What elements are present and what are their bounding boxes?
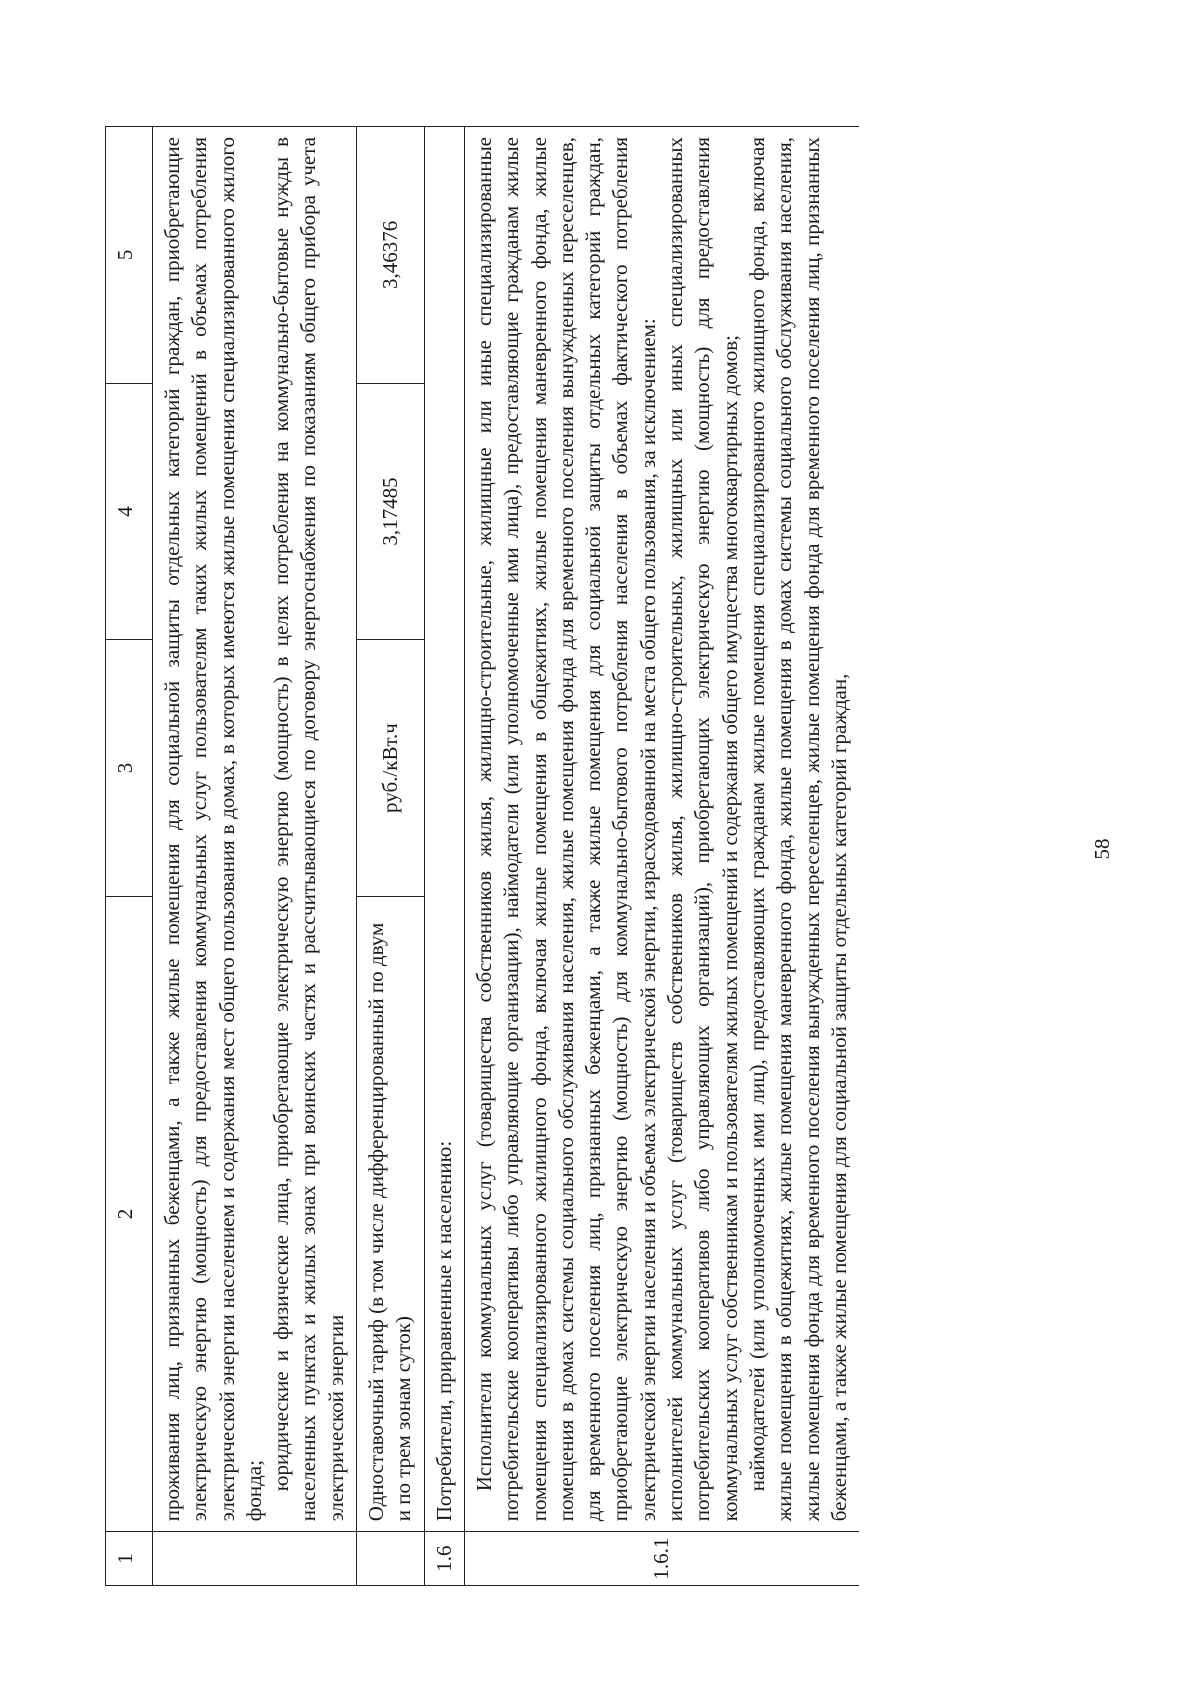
tariff-value-col4: 3,17485 [357, 383, 425, 640]
header-col-4: 4 [106, 383, 153, 640]
header-col-5: 5 [106, 127, 153, 384]
row-number-1-6: 1.6 [424, 1532, 464, 1586]
continuation-text-cell [153, 127, 357, 1532]
table-row-tariff [357, 127, 425, 1586]
row-1-6-label: Потребители, приравненные к населению: [424, 127, 464, 1532]
header-col-3: 3 [106, 640, 153, 897]
row-1-6-1-paragraph-1: Исполнители коммунальных услуг (товарищества собственников жилья, жилищно-строительные, жилищные или иные специализированные потребительские кооперативы либо управляющие организации), наймодатели (или уполномоченные ими лица), предоставляющие гражданам жилые помещения специализированного жилищного фонда, включая жилые помещения в общежитиях, жилые помещения маневренного фонда, жилые помещения в домах системы социального обслуживания населения, жилые помещения фонда для временного поселения вынужденных переселенцев, для временного поселения лиц, признанных беженцами, а также жилые помещения для социальной защиты отдельных категорий граждан, приобретающие электрическую энергию (мощность) для коммунально-бытового потребления населения в объемах фактического потребления электрической энергии населения и объемах электрической энергии, израсходованной на места общего пользования, за исключением: [471, 137, 660, 1522]
header-col-1: 1 [106, 1532, 153, 1586]
page-number: 58 [1090, 838, 1114, 860]
tariff-table [105, 126, 859, 1586]
row-1-6-1-text [464, 127, 859, 1532]
header-col-2: 2 [106, 896, 153, 1531]
continuation-paragraph-1: проживания лиц, признанных беженцами, а также жилые помещения для социальной защиты отдельных категорий граждан, приобретающие электрическую энергию (мощность) для предоставления коммунальных услуг пользователям таких жилых помещений в объемах потребления электрической энергии населением и содержания мест общего пользования в домах, в которых имеются жилые помещения специализированного жилого фонда; [160, 137, 266, 1522]
row-1-6-1-paragraph-2: исполнителей коммунальных услуг (товариществ собственников жилья, жилищно-строительных, жилищных или иных специализированных потребительских кооперативов либо управляющих организаций), приобретающих электрическую энергию (мощность) для предоставления коммунальных услуг собственникам и пользователям жилых помещений и содержания общего имущества многоквартирных домов; [663, 137, 742, 1522]
table-row-1-6-1 [464, 127, 859, 1586]
table-row-continuation [153, 127, 357, 1586]
continuation-paragraph-2: юридические и физические лица, приобретающие электрическую энергию (мощность) в целях потребления на коммунально-бытовые нужды в населенных пунктах и жилых зонах при воинских частях и рассчитывающиеся по договору энергоснабжения по показаниям общего прибора учета электрической энергии [269, 137, 348, 1522]
row-1-6-1-paragraph-3: наймодателей (или уполномоченных ими лиц), предоставляющих гражданам жилые помещения специализированного жилищного фонда, включая жилые помещения в общежитиях, жилые помещения маневренного фонда, жилые помещения в домах системы социального обслуживания населения, жилые помещения фонда для временного поселения вынужденных переселенцев, жилые помещения фонда для временного поселения лиц, признанных беженцами, а также жилые помещения для социальной защиты отдельных категорий граждан, [744, 137, 851, 1522]
table-row-1-6 [424, 127, 464, 1586]
tariff-value-col5: 3,46376 [357, 127, 425, 384]
row-number-cell [153, 1532, 357, 1586]
tariff-unit: руб./кВт.ч [357, 640, 425, 897]
row-number-1-6-1: 1.6.1 [464, 1532, 859, 1586]
table-header-row [106, 127, 153, 1586]
tariff-label: Одноставочный тариф (в том числе дифференцированный по двум и по трем зонам суток) [357, 896, 425, 1531]
row-number-cell [357, 1532, 425, 1586]
